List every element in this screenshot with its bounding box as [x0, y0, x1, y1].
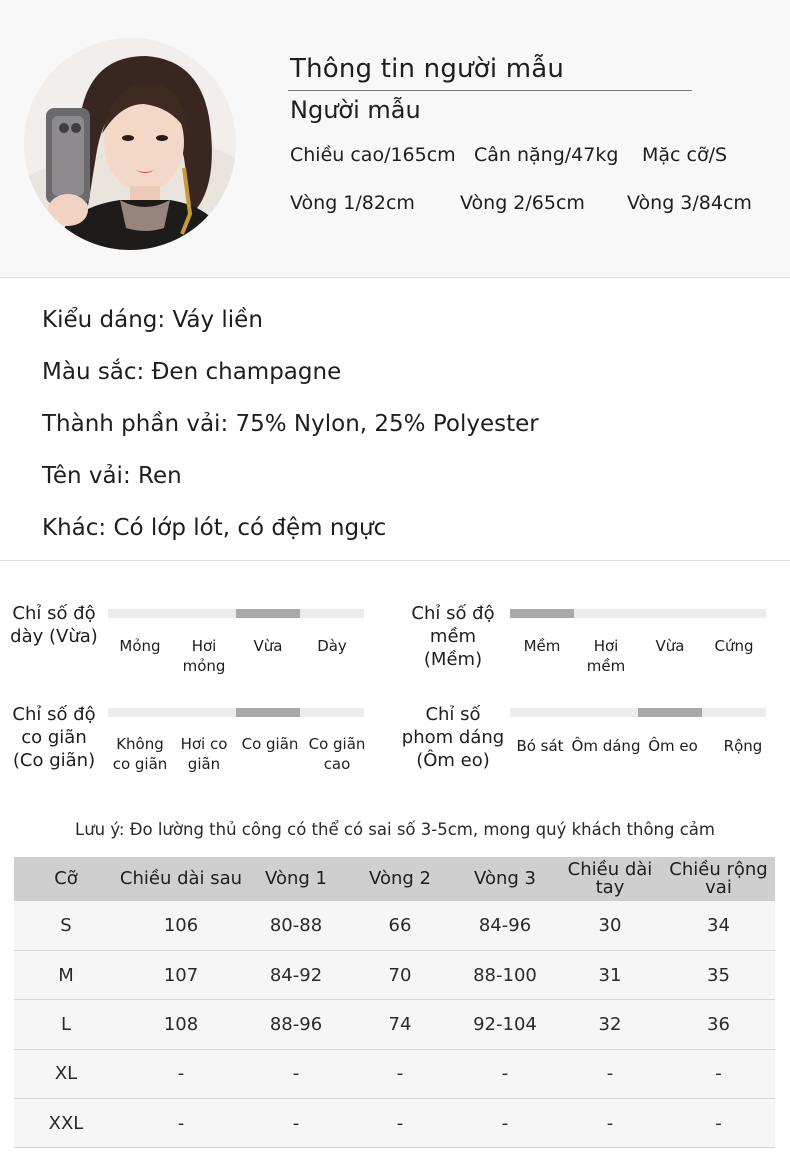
softness-index-label: Chỉ số độ mềm (Mềm) [411, 603, 495, 670]
table-cell: 35 [662, 950, 775, 999]
model-height: Chiều cao/165cm [290, 144, 456, 166]
product-other: Khác: Có lớp lót, có đệm ngực [42, 515, 387, 541]
table-cell: 32 [558, 1000, 662, 1049]
table-cell: XL [14, 1049, 118, 1098]
model-avatar [24, 38, 236, 250]
product-style: Kiểu dáng: Váy liền [42, 307, 263, 333]
product-fabric: Thành phần vải: 75% Nylon, 25% Polyester [42, 411, 539, 437]
table-cell: M [14, 950, 118, 999]
thickness-option: Dày [317, 637, 347, 655]
stretch-index-label: Chỉ số độ co giãn (Co giãn) [12, 704, 96, 771]
table-cell: - [662, 1099, 775, 1148]
fit-option: Ôm dáng [571, 737, 641, 755]
model-weight: Cân nặng/47kg [474, 144, 619, 166]
table-cell: - [348, 1099, 452, 1148]
product-color: Màu sắc: Đen champagne [42, 359, 342, 385]
stretch-index-highlight [236, 708, 300, 717]
header-hip: Vòng 3 [452, 857, 558, 901]
table-row [14, 950, 775, 999]
model-size: Mặc cỡ/S [642, 144, 728, 166]
fabric-indices-section [0, 562, 790, 820]
table-cell: 70 [348, 950, 452, 999]
table-cell: - [558, 1049, 662, 1098]
table-cell: 34 [662, 901, 775, 950]
table-row [14, 901, 775, 950]
softness-index-highlight [510, 609, 574, 618]
table-cell: - [452, 1049, 558, 1098]
header-size: Cỡ [14, 857, 118, 901]
model-photo [24, 38, 236, 250]
table-cell: - [558, 1099, 662, 1148]
model-hip: Vòng 3/84cm [627, 192, 752, 214]
model-info-title: Thông tin người mẫu [290, 54, 565, 84]
stretch-option: Hơi co giãn [180, 735, 228, 773]
table-cell: 108 [118, 1000, 244, 1049]
model-waist: Vòng 2/65cm [460, 192, 585, 214]
fit-index-bar [510, 708, 766, 717]
model-info-section [0, 0, 790, 278]
stretch-option: Không co giãn [112, 735, 168, 773]
table-cell: - [244, 1099, 348, 1148]
softness-option: Hơi mềm [586, 637, 626, 675]
table-cell: 84-92 [244, 950, 348, 999]
table-row [14, 1099, 775, 1148]
softness-option: Vừa [655, 637, 685, 655]
thickness-index-highlight [236, 609, 300, 618]
table-cell: - [118, 1049, 244, 1098]
header-sleeve-length: Chiều dài tay [558, 857, 662, 901]
fit-option: Ôm eo [648, 737, 698, 755]
softness-option: Mềm [523, 637, 561, 655]
model-subtitle: Người mẫu [290, 96, 421, 124]
stretch-index-bar [108, 708, 364, 717]
measurement-note: Lưu ý: Đo lường thủ công có thể có sai số 3-5cm, mong quý khách thông cảm [75, 820, 715, 839]
table-cell: - [662, 1049, 775, 1098]
stretch-option: Co giãn cao [308, 735, 366, 773]
table-cell: 88-96 [244, 1000, 348, 1049]
softness-index-bar [510, 609, 766, 618]
table-cell: L [14, 1000, 118, 1049]
table-cell: - [348, 1049, 452, 1098]
size-table-header [14, 857, 775, 901]
thickness-index-bar [108, 609, 364, 618]
fit-option: Rộng [723, 737, 763, 755]
table-cell: 106 [118, 901, 244, 950]
thickness-option: Mỏng [119, 637, 161, 655]
stretch-option: Co giãn [241, 735, 299, 753]
product-fabric-name: Tên vải: Ren [42, 463, 182, 489]
table-cell: - [452, 1099, 558, 1148]
table-cell: 92-104 [452, 1000, 558, 1049]
table-cell: 31 [558, 950, 662, 999]
softness-option: Cứng [714, 637, 754, 655]
table-cell: - [118, 1099, 244, 1148]
thickness-index-label: Chỉ số độ dày (Vừa) [10, 603, 98, 647]
product-info-section [0, 279, 790, 561]
header-waist: Vòng 2 [348, 857, 452, 901]
table-cell: 80-88 [244, 901, 348, 950]
header-bust: Vòng 1 [244, 857, 348, 901]
table-cell: 84-96 [452, 901, 558, 950]
table-row [14, 1049, 775, 1098]
table-cell: 74 [348, 1000, 452, 1049]
size-table [14, 857, 775, 1148]
header-back-length: Chiều dài sau [118, 857, 244, 901]
fit-index-label: Chỉ số phom dáng (Ôm eo) [401, 704, 505, 771]
table-cell: S [14, 901, 118, 950]
table-cell: 88-100 [452, 950, 558, 999]
title-divider [288, 90, 692, 91]
table-cell: 66 [348, 901, 452, 950]
table-cell: - [244, 1049, 348, 1098]
table-row [14, 1000, 775, 1049]
fit-index-highlight [638, 708, 702, 717]
table-cell: 107 [118, 950, 244, 999]
header-shoulder-width: Chiều rộng vai [662, 857, 775, 901]
table-cell: 36 [662, 1000, 775, 1049]
model-bust: Vòng 1/82cm [290, 192, 415, 214]
thickness-option: Hơi mỏng [182, 637, 226, 675]
thickness-option: Vừa [253, 637, 283, 655]
table-cell: 30 [558, 901, 662, 950]
fit-option: Bó sát [516, 737, 564, 755]
table-cell: XXL [14, 1099, 118, 1148]
